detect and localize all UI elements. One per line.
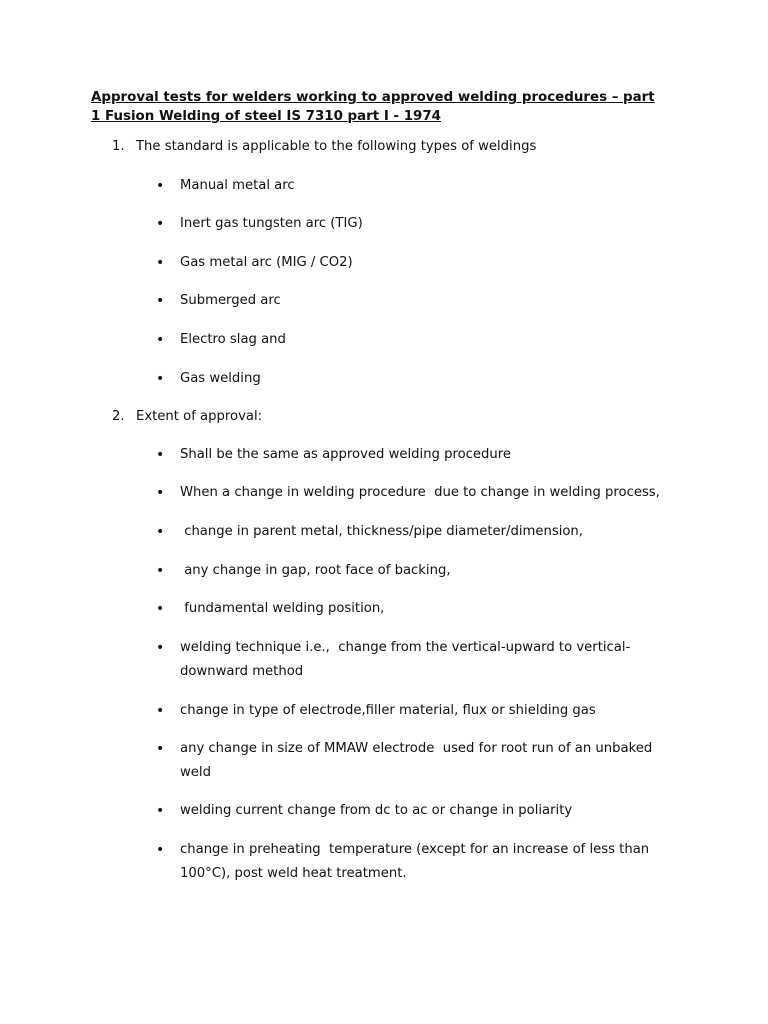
list-item: [156, 443, 511, 467]
bullet-icon: •: [156, 293, 165, 309]
list-item: [156, 520, 583, 544]
list-item-text: change in parent metal, thickness/pipe diameter/dimension,: [180, 524, 583, 539]
list-item-text: welding technique i.e., change from the vertical-upward to vertical-: [180, 640, 631, 655]
bullet-icon: •: [156, 216, 165, 232]
list-item-text: Gas metal arc (MIG / CO2): [180, 255, 353, 270]
section-number: 1.: [112, 139, 125, 154]
list-item-text: Inert gas tungsten arc (TIG): [180, 216, 363, 231]
list-item-text: any change in gap, root face of backing,: [180, 563, 451, 578]
list-item-text: any change in size of MMAW electrode used for root run of an unbaked: [180, 741, 653, 756]
list-item-text: Gas welding: [180, 371, 261, 386]
bullet-icon: •: [156, 741, 165, 757]
list-item: [156, 737, 652, 785]
list-item: [156, 212, 363, 236]
bullet-icon: •: [156, 601, 165, 617]
section-heading-text: The standard is applicable to the following types of weldings: [136, 139, 537, 154]
list-item: [156, 636, 630, 684]
section-2-heading: [112, 408, 262, 426]
list-item-text: Shall be the same as approved welding procedure: [180, 447, 512, 462]
list-item: [156, 838, 649, 886]
bullet-icon: •: [156, 563, 165, 579]
list-item-text: When a change in welding procedure due to change in welding process,: [180, 485, 660, 500]
list-item-text-continued: weld: [180, 765, 211, 780]
list-item-text: change in type of electrode,filler material, flux or shielding gas: [180, 703, 596, 718]
list-item: [156, 367, 261, 391]
list-item: [156, 597, 384, 621]
list-item-text-continued: 100°C), post weld heat treatment.: [180, 866, 407, 881]
list-item: [156, 289, 281, 313]
list-item: [156, 799, 572, 823]
bullet-icon: •: [156, 178, 165, 194]
list-item-text: change in preheating temperature (except for an increase of less than: [180, 842, 650, 857]
section-number: 2.: [112, 409, 125, 424]
bullet-icon: •: [156, 371, 165, 387]
document-title: [91, 88, 701, 126]
list-item-text: welding current change from dc to ac or change in poliarity: [180, 803, 573, 818]
list-item: [156, 699, 596, 723]
bullet-icon: •: [156, 332, 165, 348]
list-item-text-continued: downward method: [180, 664, 304, 679]
list-item-text: Manual metal arc: [180, 178, 295, 193]
bullet-icon: •: [156, 524, 165, 540]
bullet-icon: •: [156, 640, 165, 656]
list-item-text: Electro slag and: [180, 332, 286, 347]
section-1-heading: [112, 138, 536, 156]
bullet-icon: •: [156, 485, 165, 501]
list-item: [156, 174, 295, 198]
list-item: [156, 559, 451, 583]
list-item: [156, 481, 660, 505]
section-heading-text: Extent of approval:: [136, 409, 263, 424]
document-title-line-2: 1 Fusion Welding of steel IS 7310 part I - 1974: [91, 109, 441, 124]
bullet-icon: •: [156, 803, 165, 819]
list-item-text: fundamental welding position,: [180, 601, 385, 616]
bullet-icon: •: [156, 447, 165, 463]
list-item: [156, 328, 286, 352]
bullet-icon: •: [156, 842, 165, 858]
bullet-icon: •: [156, 255, 165, 271]
bullet-icon: •: [156, 703, 165, 719]
document-title-line-1: Approval tests for welders working to approved welding procedures – part: [91, 90, 655, 105]
list-item-text: Submerged arc: [180, 293, 281, 308]
list-item: [156, 251, 353, 275]
